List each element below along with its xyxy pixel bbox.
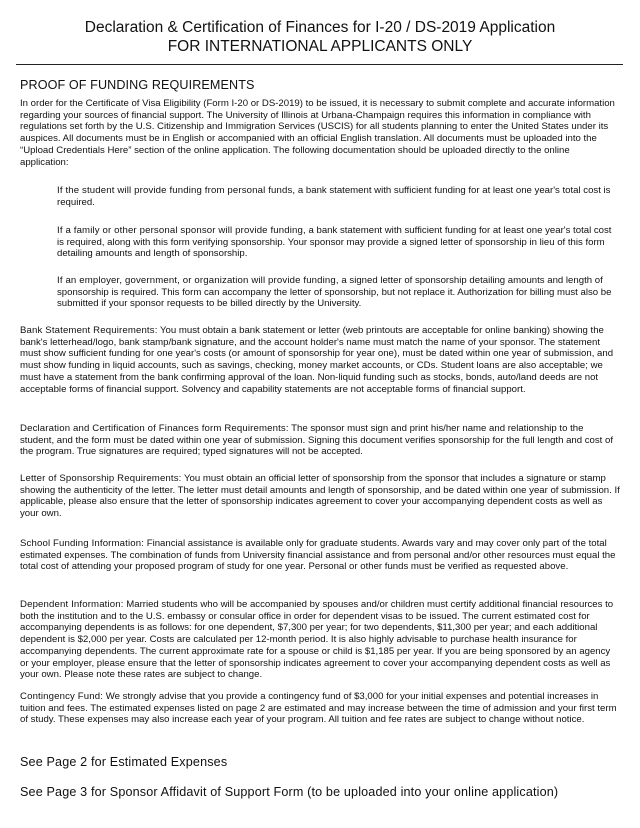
requirement-text: You must obtain a bank statement or letter (web printouts are acceptable for online banking) showing the bank's letterhead/logo, bank stamp/bank signature, and the account holder's name must match the name of your sponsor. The statement must show sufficient funding for one year's costs (or amount of sponsorship for year one), must be dated within one year of submission, and must show funding in liquid accounts, such as savings, checking, money market accounts, or CDs. Student loans are also acceptable; we must have a statement from the bank confirming approval of the loan. Non-liquid funding such as stocks, bonds, auto/land deeds are not acceptable forms of financial support. Solvency and capability statements are not acceptable forms of financial support.	[20, 325, 614, 395]
funding-source-text: a signed letter of sponsorship detailing amounts and length of sponsorship is required. This form can accompany the letter of sponsorship, but not replace it. Authorization for billing must also be submitted if your sponsor requests to be billed directly by the University.	[57, 275, 612, 310]
funding-source-label: If a family or other personal sponsor will provide funding,	[57, 225, 306, 236]
declaration-form-requirements	[20, 423, 620, 458]
document-title-line1: Declaration & Certification of Finances for I-20 / DS-2019 Application	[84, 19, 556, 36]
school-funding-information	[20, 538, 620, 573]
requirement-label: Declaration and Certification of Finances form Requirements:	[20, 423, 289, 434]
funding-source-personal	[57, 185, 619, 208]
funding-source-label: If the student will provide funding from personal funds,	[57, 185, 296, 196]
requirement-text: You must obtain an official letter of sponsorship from the sponsor that includes a signature or stamp showing the authenticity of the letter. The letter must detail amounts and length of sponsorship, and be dated within one year of submission. If applicable, please also ensure that the letter of sponsorship indicates agreement to cover your accompanying dependent costs as well as your own.	[20, 473, 620, 520]
funding-source-label: If an employer, government, or organization will provide funding,	[57, 275, 339, 286]
bank-statement-requirements	[20, 325, 620, 395]
document-title-line2: FOR INTERNATIONAL APPLICANTS ONLY	[167, 38, 473, 55]
requirement-label: School Funding Information:	[20, 538, 145, 549]
funding-source-family	[57, 225, 619, 260]
requirement-label: Dependent Information:	[20, 599, 124, 610]
letter-of-sponsorship-requirements	[20, 473, 620, 520]
intro-paragraph: In order for the Certificate of Visa Eligibility (Form I-20 or DS-2019) to be issued, it is necessary to submit complete and accurate information regarding your sources of financial support. The University of Illinois at Urbana-Champaign requires this information in compliance with regulations set forth by the U.S. Citizenship and Immigration Services (USCIS) for all students planning to enter the United States under its auspices. All documents must be in English or accompanied with an official English translation. All documents must be uploaded into the “Upload Credentials Here” section of the online application. The following documentation should be uploaded directly to the online application:	[20, 98, 615, 168]
requirement-text: We strongly advise that you provide a contingency fund of $3,000 for your initial expenses and potential increases in tuition and fees. The estimated expenses listed on page 2 are estimated and may increase between the time of admission and your first term of study. These expenses may also increase each year of your program. All tuition and fee rates are subject to change without notice.	[20, 691, 617, 726]
requirement-text: The sponsor must sign and print his/her name and relationship to the student, and the form must be dated within one year of submission. Signing this document verifies sponsorship for the full length and cost of the program. True signatures are required; typed signatures will not be accepted.	[20, 423, 614, 458]
requirement-label: Letter of Sponsorship Requirements:	[20, 473, 182, 484]
funding-source-employer	[57, 275, 619, 310]
section-heading: PROOF OF FUNDING REQUIREMENTS	[20, 78, 255, 92]
requirement-text: Married students who will be accompanied by spouses and/or children must certify additional financial resources to both the institution and to the U.S. embassy or consular office in order for dependent visas to be issued. The current estimated cost for accompanying dependents is as follows: for one dependent, $7,300 per year; for two dependents, $11,300 per year; and each additional dependent is $2,000 per year. Costs are calculated per 12-month period. It is also highly advisable to purchase health insurance for accompanying dependents. The current approximate rate for a spouse or child is $1,185 per year. If you are being sponsored by an agency or your employer, please ensure that the letter of sponsorship indicates agreement to cover your accompanying dependent costs as well as your own. Please note these rates are subject to change.	[20, 599, 614, 681]
requirement-label: Contingency Fund:	[20, 691, 104, 702]
contingency-fund	[20, 691, 620, 726]
funding-source-text: a bank statement with sufficient funding for at least one year's total cost is required, along with this form verifying sponsorship. Your sponsor may provide a signed letter of sponsorship in lieu of this form detailing amounts and length of sponsorship.	[57, 225, 612, 260]
see-page-2-note: See Page 2 for Estimated Expenses	[20, 755, 228, 769]
dependent-information	[20, 599, 620, 681]
header-divider	[16, 64, 623, 65]
see-page-3-note: See Page 3 for Sponsor Affidavit of Support Form (to be uploaded into your online application)	[20, 785, 559, 799]
funding-source-text: a bank statement with sufficient funding for at least one year's total cost is required.	[57, 185, 611, 208]
requirement-text: Financial assistance is available only for graduate students. Awards vary and may cover only part of the total estimated expenses. The combination of funds from University financial assistance and from personal and/or other resources must equal the total cost of attending your proposed program of study for one year. Personal or other funds must be verified as requested above.	[20, 538, 616, 573]
requirement-label: Bank Statement Requirements:	[20, 325, 158, 336]
